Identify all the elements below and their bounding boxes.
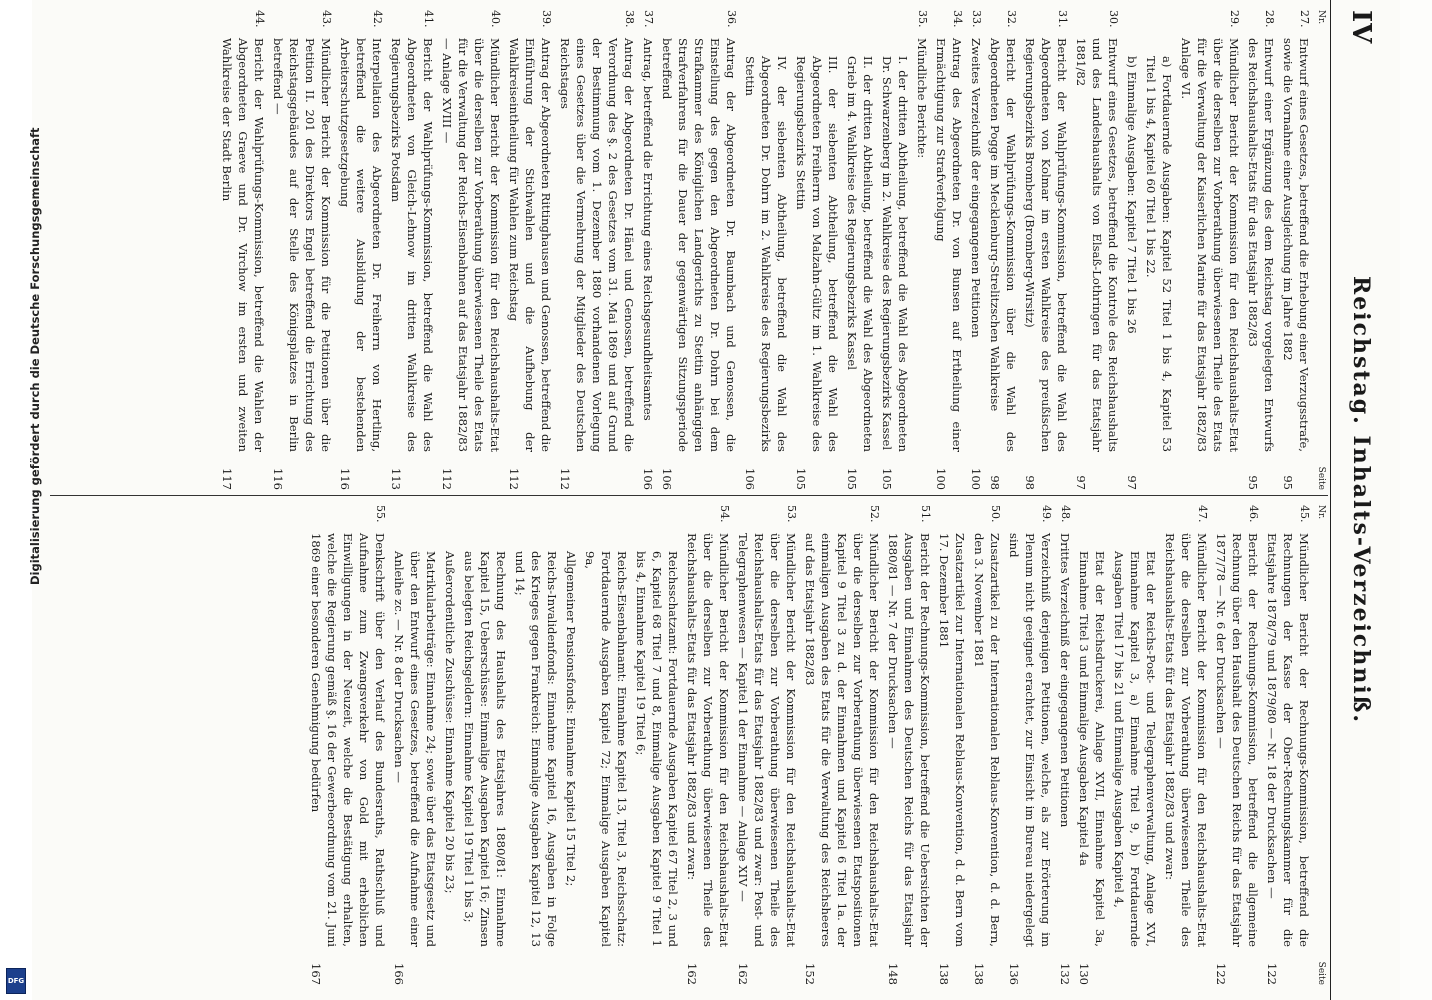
toc-entry: [337, 10, 385, 490]
toc-entry: [684, 505, 732, 985]
entry-text: Mündlicher Bericht der Kommission für den Reichshaushalts-Etat über die derselben zur Vorberathung überwiesenen Theile des Reichshaushalts-Etats für das Etatsjahr 1882/83 und zwar: Post- und Telegraphenwesen — Kapitel 1 der Einnahme — Anlage XIV —: [736, 533, 798, 947]
toc-entry: [461, 505, 509, 985]
entry-page-number: 112: [507, 468, 521, 490]
entry-page-number: 117: [220, 468, 234, 490]
toc-entry: [1143, 10, 1175, 490]
entry-number: 29.: [1228, 10, 1241, 28]
credit-text: Digitalisierung gefördert durch die Deutsche Forschungsgemeinschaft: [28, 127, 42, 585]
entry-page-number: 138: [937, 963, 951, 985]
entry-text: II. der dritten Abtheilung, betreffend die Wahl des Abgeordneten Grieb im 4. Wahlkreise des Regierungsbezirks Kassel: [845, 56, 875, 452]
entry-text: Etat der Reichs-Post- und Telegraphenverwaltung, Anlage XVI, Einnahme Kapitel 3, a) Einnahme Titel 9, b) Fortdauernde Ausgaben Titel 17 bis 21 und Einmalige Ausgaben Kapitel 4,: [1112, 551, 1158, 947]
page-number: IV: [1346, 10, 1376, 45]
entry-page-number: 122: [1214, 963, 1228, 985]
toc-entry: [1178, 10, 1242, 490]
entry-page-number: 162: [685, 963, 699, 985]
entry-number: 28.: [1263, 10, 1276, 28]
entry-number: 50.: [989, 505, 1002, 523]
entry-page-number: 138: [972, 963, 986, 985]
entry-number: 37.: [642, 10, 655, 28]
entry-page-number: 130: [1077, 963, 1091, 985]
toc-entry: [735, 505, 799, 985]
entry-page-number: 98: [988, 475, 1002, 490]
toc-entry: [659, 10, 739, 490]
entry-page-number: 116: [271, 468, 285, 490]
toc-entry: [968, 10, 984, 490]
entry-text: Entwurf eines Gesetzes, betreffend die Kontrole des Reichshaushalts und des Landeshaushalts von Elsaß-Lothringen für das Etatsjahr 1881/82: [1074, 38, 1120, 452]
entry-number: 33.: [970, 10, 983, 28]
toc-entry: [557, 10, 637, 490]
toc-entry: [793, 10, 841, 490]
entry-text: Antrag der Abgeordneten Rittinghausen und Genossen, betreffend die Einführung der Stichwahlen und die Aufhebung der Wahlkreiseintheilung für Wahlen zum Reichstag: [507, 38, 553, 452]
entry-number: 36.: [725, 10, 738, 28]
entry-page-number: 116: [338, 468, 352, 490]
toc-entry: [802, 505, 882, 985]
toc-entry: [1280, 10, 1312, 490]
toc-entry: [914, 10, 930, 490]
entry-page-number: 106: [641, 468, 655, 490]
entry-text: Rechnung des Haushalts des Etatsjahres 1880/81: Einnahme Kapitel 15, Ueberschüsse: Einmalige Ausgaben Kapitel 16; Zinsen aus belegten Reichsgeldern: Einnahme Kapitel 19 Titel 1 bis 3;: [462, 551, 508, 947]
toc-entry: [388, 10, 436, 490]
entry-number: 51.: [919, 505, 932, 523]
entry-page-number: 105: [845, 468, 859, 490]
entry-text: Zusatzartikel zur Internationalen Reblaus-Konvention, d. d. Bern vom 17. Dezember 1881: [937, 533, 967, 947]
entry-number: 47.: [1196, 505, 1209, 523]
toc-entry: [439, 10, 503, 490]
entry-text: Etat der Reichsdruckerei, Anlage XVII, Einnahme Kapitel 3a, Einnahme Titel 3 und Einmalige Ausgaben Kapitel 4a: [1077, 551, 1107, 947]
seite-label: Seite: [1316, 961, 1326, 985]
toc-entry: [219, 10, 267, 490]
right-column: [50, 505, 1326, 985]
entry-number: 32.: [1005, 10, 1018, 28]
toc-entry: [442, 505, 458, 985]
toc-entry: [936, 505, 968, 985]
entry-text: Reichs-Eisenbahnamt: Einnahme Kapitel 13, Titel 3, Reichsschatz: Fortdauernde Ausgaben Kapitel 72; Einmalige Ausgaben Kapitel 9a,: [583, 551, 629, 947]
entry-number: 27.: [1298, 10, 1311, 28]
entry-text: Außerordentliche Zuschüsse: Einnahme Kapitel 20 bis 23;: [443, 551, 457, 894]
left-column: [50, 10, 1326, 490]
entry-number: 39.: [540, 10, 553, 28]
toc-entry: [844, 10, 876, 490]
toc-entry: [1162, 505, 1210, 985]
entry-text: Mündlicher Bericht der Kommission für den Reichshaushalts-Etat über die derselben zur Vorberathung überwiesenen Theile des Reichshaushalts-Etats für das Etatsjahr 1882/83 und zwar:: [685, 533, 731, 947]
entry-number: 34.: [951, 10, 964, 28]
entry-text: Reichs-Invalidenfonds: Einnahme Kapitel 16, Ausgaben in Folge des Krieges gegen Frankreich: Einmalige Ausgaben Kapitel 12, 13 und 14;: [513, 551, 559, 947]
entry-page-number: 95: [1246, 475, 1260, 490]
toc-entry: [512, 505, 560, 985]
entry-text: Antrag der Abgeordneten Dr. Hänel und Genossen, betreffend die Verordnung des §. 2 des Gesetzes vom 31. Mai 1869 und auf Grund der Bestimmung vom 1. Dezember 1880 vorhandenen Vorlegung eines Gesetzes über die Vermehrung der Mitglieder des Deutschen Reichstages: [558, 38, 636, 452]
toc-entry: [506, 10, 554, 490]
entry-text: Mündlicher Bericht der Kommission für den Reichshaushalts-Etat über die derselben zur Vorberathung überwiesenen Theile des Etats für die Verwaltung der Reichs-Eisenbahnen auf das Etatsjahr 1882/83 — Anlage XVIII —: [440, 38, 502, 452]
toc-entry: [1022, 10, 1070, 490]
toc-entry: [879, 10, 911, 490]
entry-number: 40.: [489, 10, 502, 28]
entry-number: 49.: [1040, 505, 1053, 523]
entry-text: Bericht der Wahlprüfungs-Kommission, betreffend die Wahl des Abgeordneten von Kolmar im ersten Wahlkreise des preußischen Regierungsbezirks Bromberg (Bromberg-Wirsitz): [1023, 38, 1069, 452]
entry-text: Entwurf eines Gesetzes, betreffend die Erhebung einer Verzugsstrafe, sowie die Vornahme einer Ausgleichung im Jahre 1882: [1281, 38, 1311, 452]
toc-entry: [971, 505, 1003, 985]
entry-number: 31.: [1056, 10, 1069, 28]
entry-page-number: 112: [558, 468, 572, 490]
toc-entry: [1076, 505, 1108, 985]
entry-text: Bericht der Rechnungs-Kommission, betreffend die Uebersichten der Ausgaben und Einnahmen des Deutschen Reichs für das Etatsjahr 1880/81 — Nr. 7 der Drucksachen —: [886, 533, 932, 947]
entry-page-number: 106: [743, 468, 757, 490]
toc-entry: [391, 505, 439, 985]
dfg-logo: DFG: [6, 968, 26, 994]
entry-page-number: 113: [389, 468, 403, 490]
entry-number: 53.: [785, 505, 798, 523]
entry-page-number: 166: [392, 963, 406, 985]
toc-entry: [563, 505, 579, 985]
toc-entry: [633, 505, 681, 985]
entry-page-number: 105: [794, 468, 808, 490]
seite-label: Seite: [1316, 466, 1326, 490]
toc-entry: [308, 505, 388, 985]
entry-text: IV. der siebenten Abtheilung, betreffend die Wahl des Abgeordneten Dr. Dohrn im 2. Wahlkreise des Regierungsbezirks Stettin: [743, 56, 789, 452]
entry-text: Antrag des Abgeordneten Dr. von Bunsen auf Ertheilung einer Ermächtigung zur Strafverfolgung: [934, 38, 964, 452]
nr-label: Nr.: [1316, 505, 1326, 520]
toc-entry: [987, 10, 1019, 490]
entry-number: 42.: [371, 10, 384, 28]
entry-text: Interpellation des Abgeordneten Dr. Freiherrn von Hertling, betreffend die weitere Ausbildung der bestehenden Arbeiterschutzgesetzgebung: [338, 38, 384, 452]
entry-text: I. der dritten Abtheilung, betreffend die Wahl des Abgeordneten Dr. Schwarzenberg im 2. Wahlkreise des Regierungsbezirks Kassel: [880, 56, 910, 452]
entry-page-number: 95: [1281, 475, 1295, 490]
toc-entry: [885, 505, 933, 985]
entry-text: Mündlicher Bericht der Kommission für den Reichshaushalts-Etat über die derselben zur Vorberathung überwiesenen Theile des Etats für die Verwaltung der Kaiserlichen Marine für das Etatsjahr 1882/83 Anlage VI.: [1179, 38, 1241, 452]
entry-number: 30.: [1107, 10, 1120, 28]
entry-page-number: 112: [440, 468, 454, 490]
entry-number: 43.: [320, 10, 333, 28]
entry-text: Allgemeiner Pensionsfonds: Einnahme Kapitel 15 Titel 2;: [564, 551, 578, 887]
entry-number: 48.: [1059, 505, 1072, 523]
toc-entry: [1111, 505, 1159, 985]
entry-text: Zusatzartikel zu der Internationalen Reblaus-Konvention, d. d. Bern, den 3. November 1881: [972, 533, 1002, 947]
digitization-credit: [0, 0, 42, 1000]
entry-text: Bericht der Wahlprüfungs-Kommission über die Wahl des Abgeordneten Pogge im Mecklenburg-Strelitzschen Wahlkreise: [988, 38, 1018, 452]
entry-number: 44.: [253, 10, 266, 28]
entry-number: 38.: [623, 10, 636, 28]
entry-page-number: 136: [1007, 963, 1021, 985]
entry-page-number: 97: [1074, 475, 1088, 490]
entry-text: a) Fortdauernde Ausgaben: Kapitel 52 Titel 1 bis 4, Kapitel 53 Titel 1 bis 4, Kapitel 60 Titel 1 bis 22.: [1144, 56, 1174, 452]
entry-page-number: 98: [1023, 475, 1037, 490]
entry-page-number: 167: [309, 963, 323, 985]
entry-number: 52.: [868, 505, 881, 523]
toc-entry: [270, 10, 334, 490]
entry-text: Antrag der Abgeordneten Dr. Baumbach und Genossen, die Einstellung des gegen den Abgeordneten Dr. Dohrn bei dem Strafkammer des Königlichen Landgerichts zu Stettin anhängigen Strafverfahrens für die Dauer der gegenwärtigen Sitzungsperiode betreffend: [660, 38, 738, 452]
entry-page-number: 100: [934, 468, 948, 490]
toc-entry: [640, 10, 656, 490]
toc-entry: [1057, 505, 1073, 985]
entry-text: Zweites Verzeichniß der eingegangenen Petitionen: [969, 38, 983, 338]
page-header: [1330, 0, 1392, 1000]
entry-text: Mündlicher Bericht der Kommission für den Reichshaushalts-Etat über die derselben zur Vorberathung überwiesenen Theile des Reichshaushalts-Etats für das Etatsjahr 1882/83 und zwar:: [1163, 533, 1209, 947]
entry-text: Bericht der Rechnungs-Kommission, betreffend die allgemeine Rechnung über den Haushalt des Deutschen Reichs für das Etatsjahr 1877/78 — Nr. 6 der Drucksachen —: [1214, 533, 1260, 947]
toc-entry: [1264, 505, 1312, 985]
page-title: Reichstag. Inhalts-Verzeichniß.: [1348, 275, 1374, 725]
nr-label: Nr.: [1316, 10, 1326, 25]
entry-page-number: 97: [1125, 475, 1139, 490]
entry-text: Denkschrift über den Verlauf des Bundesraths, Rathschluß und Aufnahme zum Zwangsverkehr von Gold mit erheblichen Einwilligungen in der Neuzeit, welche die Bestätigung erhalten, welche die Regierung gemäß §. 16 der Gewerbeordnung vom 21. Juni 1869 einer besonderen Genehmigung bedürfen: [309, 533, 387, 947]
entry-text: Drittes Verzeichniß der eingegangenen Petitionen: [1058, 533, 1072, 828]
toc-entry: [742, 10, 790, 490]
column-divider: [50, 495, 1328, 496]
entry-text: Mündliche Berichte:: [915, 38, 929, 159]
entry-page-number: 132: [1058, 963, 1072, 985]
entry-text: Mündlicher Bericht der Kommission für die Petitionen über die Petition II. 201 des Direktors Engel betreffend die Errichtung des Reichstagsgebäudes auf der Stelle des Königsplatzes in Berlin betreffend —: [271, 38, 333, 452]
toc-entry: [582, 505, 630, 985]
entry-page-number: 106: [660, 468, 674, 490]
entry-text: Matrikularbeiträge: Einnahme 24; sowie über das Etatsgesetz und über den Entwurf eines Gesetzes, betreffend die Aufnahme einer Anleihe zc. — Nr. 8 der Drucksachen —: [392, 551, 438, 947]
column-head: [1312, 505, 1326, 985]
entry-number: 35.: [916, 10, 929, 28]
entry-page-number: 162: [736, 963, 750, 985]
entry-text: Mündlicher Bericht der Rechnungs-Kommission, betreffend die Rechnungen der Kasse der Ober-Rechnungskammer für die Etatsjahre 1878/79 und 1879/80 — Nr. 18 der Drucksachen —: [1265, 533, 1311, 947]
toc-entry: [1213, 505, 1261, 985]
toc-entry: [1006, 505, 1054, 985]
toc-entry: [1073, 10, 1121, 490]
entry-number: 54.: [718, 505, 731, 523]
entry-page-number: 100: [969, 468, 983, 490]
entry-number: 46.: [1247, 505, 1260, 523]
entry-number: 55.: [374, 505, 387, 523]
toc-entry: [1124, 10, 1140, 490]
entry-text: Antrag, betreffend die Errichtung eines Reichsgesundheitsamtes: [641, 38, 655, 421]
toc-entry: [1245, 10, 1277, 490]
entry-text: III. der siebenten Abtheilung, betreffend die Wahl des Abgeordneten Freiherrn von Malzahn-Gültz im 1. Wahlkreise des Regierungsbezirks Stettin: [794, 56, 840, 452]
toc-entry: [933, 10, 965, 490]
entry-page-number: 105: [880, 468, 894, 490]
entry-text: Verzeichniß derjenigen Petitionen, welche, als zur Erörterung im Plenum nicht geeignet erachtet, zur Einsicht im Bureau niedergelegt sind: [1007, 533, 1053, 947]
entry-page-number: 152: [803, 963, 817, 985]
entry-text: b) Einmalige Ausgaben: Kapitel 7 Titel 1 bis 26: [1125, 56, 1139, 334]
entry-text: Bericht der Wahlprüfungs-Kommission, betreffend die Wahl des Abgeordneten von Gleich-Lehnow im dritten Wahlkreise des Regierungsbezirks Potsdam: [389, 38, 435, 452]
entry-page-number: 122: [1265, 963, 1279, 985]
entry-text: Entwurf einer Ergänzung des dem Reichstag vorgelegten Entwurfs des Reichshaushalts-Etats für das Etatsjahr 1882/83: [1246, 38, 1276, 452]
entry-number: 41.: [422, 10, 435, 28]
entry-number: 45.: [1298, 505, 1311, 523]
entry-text: Bericht der Wahlprüfungs-Kommission, betreffend die Wahlen der Abgeordneten Graeve und Dr. Virchow im ersten und zweiten Wahlkreise der Stadt Berlin: [220, 38, 266, 452]
entry-page-number: 148: [886, 963, 900, 985]
entry-text: Mündlicher Bericht der Kommission für den Reichshaushalts-Etat über die derselben zur Vorberathung überwiesenen Etatspositionen Kapitel 9 Titel 3 zu d. der Einnahmen und Kapitel 6 Titel 1a. der einmaligen Ausgaben des Etats für die Verwaltung des Reichsheeres auf das Etatsjahr 1882/83: [803, 533, 881, 947]
column-head: [1312, 10, 1326, 490]
entry-text: Reichsschatzamt: Fortdauernde Ausgaben Kapitel 67 Titel 2, 3 und 6, Kapitel 68 Titel 7 und 8, Einmalige Ausgaben Kapitel 9 Titel 1 bis 4, Einnahme Kapitel 19 Titel 6;: [634, 551, 680, 947]
